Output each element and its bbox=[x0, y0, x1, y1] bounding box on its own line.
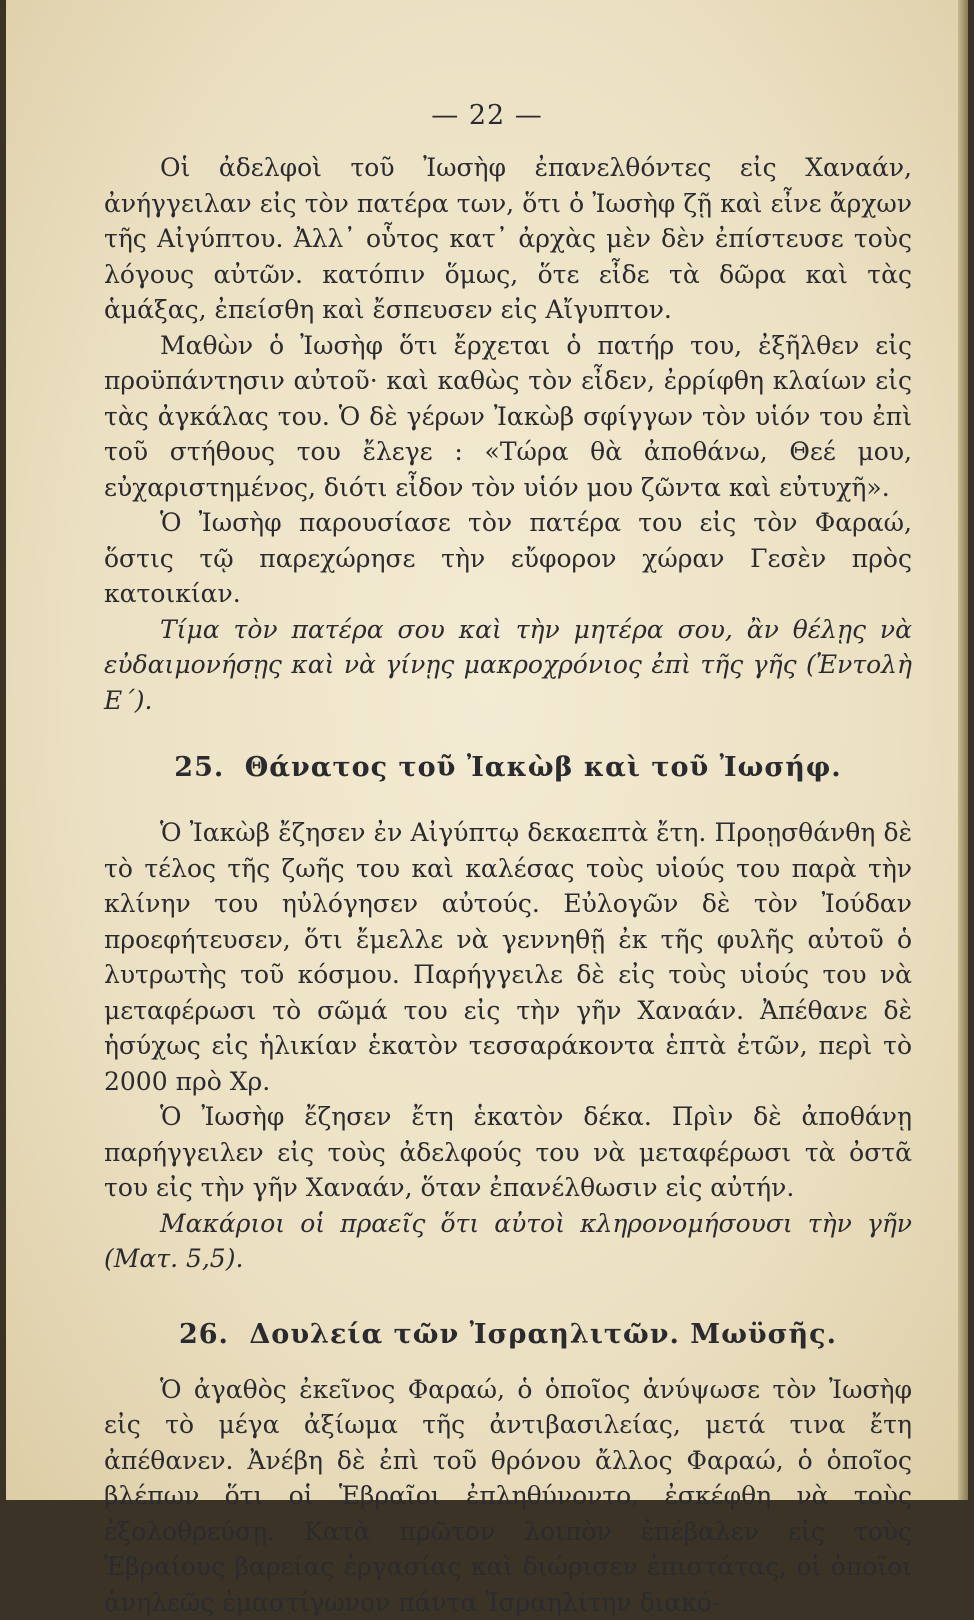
paragraph-brothers-return: Οἱ ἀδελφοὶ τοῦ Ἰωσὴφ ἐπανελθόντες εἰς Χαναάν, ἀνήγγειλαν εἰς τὸν πατέρα των, ὅτι ὁ Ἰωσὴφ ζῇ καὶ εἶνε ἄρχων τῆς Αἰγύπτου. Ἀλλ᾽ οὗτος κατ᾽ ἀρχὰς μὲν δὲν ἐπίστευσε τοὺς λόγους αὐτῶν. κατόπιν ὅμως, ὅτε εἶδε τὰ δῶρα καὶ τὰς ἁμάξας, ἐπείσθη καὶ ἔσπευσεν εἰς Αἴγυπτον. bbox=[104, 150, 912, 328]
section-heading-25 bbox=[104, 752, 912, 783]
section-title: Θάνατος τοῦ Ἰακὼβ καὶ τοῦ Ἰωσήφ. bbox=[245, 752, 842, 783]
page-body bbox=[104, 150, 912, 1620]
paragraph-joseph-meets-father: Μαθὼν ὁ Ἰωσὴφ ὅτι ἔρχεται ὁ πατήρ του, ἐξῆλθεν εἰς προϋπάντησιν αὐτοῦ· καὶ καθὼς τὸν εἶδεν, ἐρρίφθη κλαίων εἰς τὰς ἀγκάλας του. Ὁ δὲ γέρων Ἰακὼβ σφίγγων τὸν υἱόν του ἐπὶ τοῦ στήθους του ἔλεγε : «Τώρα θὰ ἀποθάνω, Θεέ μου, εὐχαριστημένος, διότι εἶδον τὸν υἱόν μου ζῶντα καὶ εὐτυχῆ». bbox=[104, 328, 912, 506]
book-page bbox=[6, 0, 968, 1500]
page-edge-shadow bbox=[958, 0, 968, 1500]
beatitude-quote: Μακάριοι οἱ πραεῖς ὅτι αὐτοὶ κληρονομήσουσι τὴν γῆν (Ματ. 5,5). bbox=[104, 1206, 912, 1277]
section-heading-26 bbox=[104, 1319, 912, 1350]
commandment-quote: Τίμα τὸν πατέρα σου καὶ τὴν μητέρα σου, ἂν θέλῃς νὰ εὐδαιμονήσῃς καὶ νὰ γίνῃς μακροχρόνιος ἐπὶ τῆς γῆς (Ἐντολὴ Ε΄). bbox=[104, 612, 912, 719]
section-title: Δουλεία τῶν Ἰσραηλιτῶν. Μωϋσῆς. bbox=[249, 1319, 837, 1350]
section-number: 26. bbox=[179, 1319, 229, 1350]
paragraph-joseph-presents-father: Ὁ Ἰωσὴφ παρουσίασε τὸν πατέρα του εἰς τὸν Φαραώ, ὅστις τῷ παρεχώρησε τὴν εὔφορον χώραν Γεσὲν πρὸς κατοικίαν. bbox=[104, 505, 912, 612]
page-number: — 22 — bbox=[6, 100, 968, 131]
section-number: 25. bbox=[174, 752, 224, 783]
paragraph-joseph-death: Ὁ Ἰωσὴφ ἔζησεν ἔτη ἑκατὸν δέκα. Πρὶν δὲ ἀποθάνῃ παρήγγειλεν εἰς τοὺς ἀδελφούς του νὰ μεταφέρωσι τὰ ὀστᾶ του εἰς τὴν γῆν Χαναάν, ὅταν ἐπανέλθωσιν εἰς αὐτήν. bbox=[104, 1099, 912, 1206]
paragraph-israelite-slavery: Ὁ ἀγαθὸς ἐκεῖνος Φαραώ, ὁ ὁποῖος ἀνύψωσε τὸν Ἰωσὴφ εἰς τὸ μέγα ἀξίωμα τῆς ἀντιβασιλείας, μετά τινα ἔτη ἀπέθανεν. Ἀνέβη δὲ ἐπὶ τοῦ θρόνου ἄλλος Φαραώ, ὁ ὁποῖος βλέπων ὅτι οἱ Ἑβραῖοι ἐπληθύνοντο, ἐσκέφθη νὰ τοὺς ἐξολοθρεύσῃ. Κατὰ πρῶτον λοιπὸν ἐπέβαλεν εἰς τοὺς Ἑβραίους βαρείας ἐργασίας καὶ διώρισεν ἐπιστάτας, οἱ ὁποῖοι ἀνηλεῶς ἐμαστίγωνον πάντα Ἰσραηλίτην διακό- bbox=[104, 1372, 912, 1620]
paragraph-jacob-death: Ὁ Ἰακὼβ ἔζησεν ἐν Αἰγύπτῳ δεκαεπτὰ ἔτη. Προῃσθάνθη δὲ τὸ τέλος τῆς ζωῆς του καὶ καλέσας τοὺς υἱούς του παρὰ τὴν κλίνην του ηὐλόγησεν αὐτούς. Εὐλογῶν δὲ τὸν Ἰούδαν προεφήτευσεν, ὅτι ἔμελλε νὰ γεννηθῇ ἐκ τῆς φυλῆς αὐτοῦ ὁ λυτρωτὴς τοῦ κόσμου. Παρήγγειλε δὲ εἰς τοὺς υἱούς του νὰ μεταφέρωσι τὸ σῶμά του εἰς τὴν γῆν Χαναάν. Ἀπέθανε δὲ ἡσύχως εἰς ἡλικίαν ἑκατὸν τεσσαράκοντα ἑπτὰ ἐτῶν, περὶ τὸ 2000 πρὸ Χρ. bbox=[104, 815, 912, 1099]
